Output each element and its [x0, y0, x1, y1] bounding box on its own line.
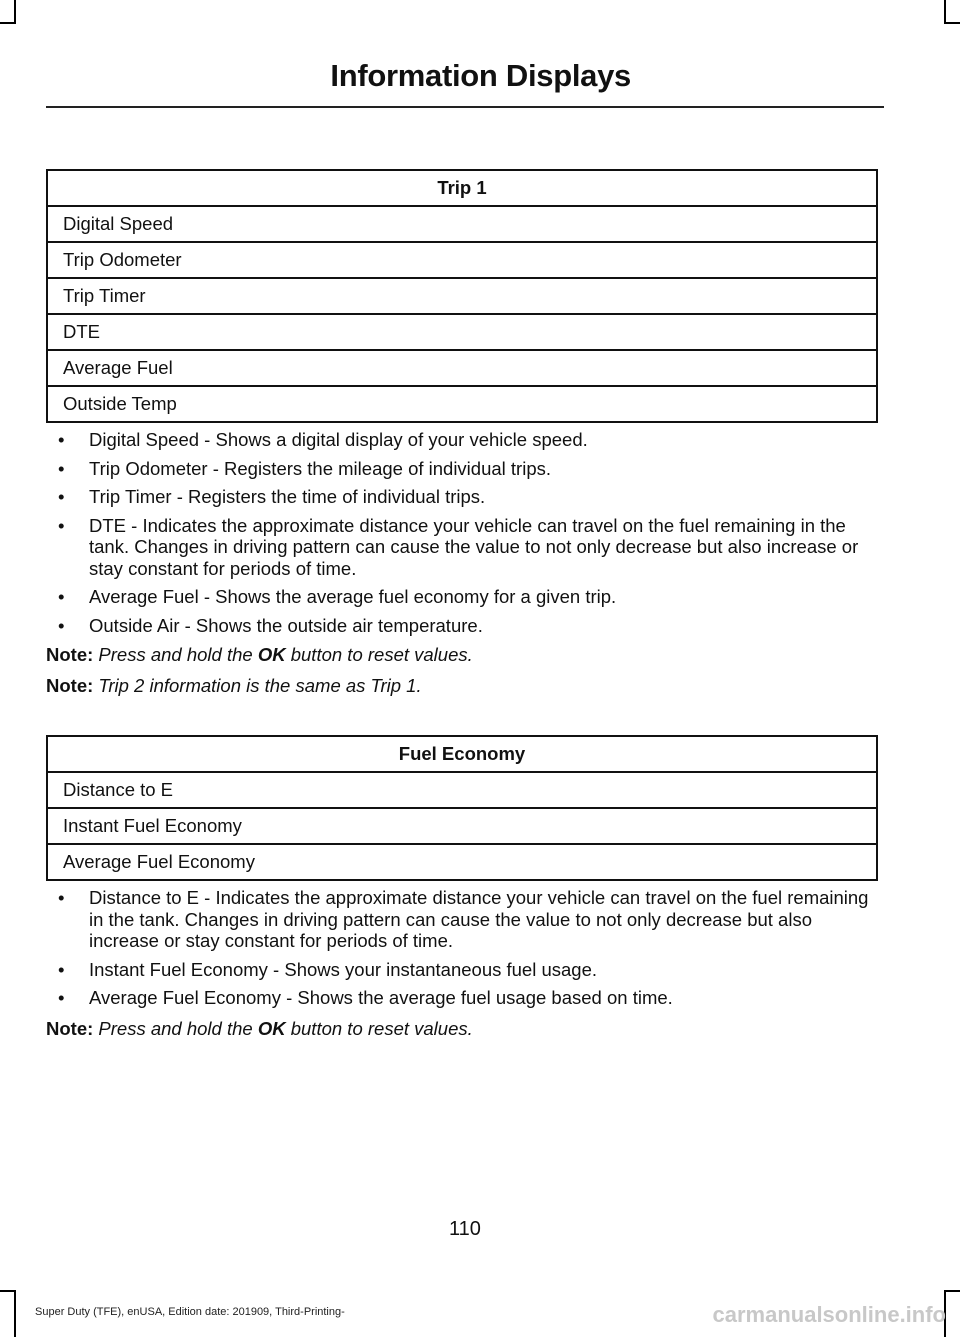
note-text	[98, 644, 472, 665]
fuel-table-row: Instant Fuel Economy	[47, 808, 877, 844]
note-reset	[46, 1018, 473, 1040]
fuel-economy-table	[46, 735, 878, 881]
bullet-text: Instant Fuel Economy - Shows your instantaneous fuel usage.	[89, 958, 598, 980]
bullet-text: Trip Timer - Registers the time of individual trips.	[89, 486, 486, 507]
bullet-icon: •	[58, 987, 65, 1008]
note-text-part: Press and hold the	[98, 644, 258, 665]
bullet-text: Average Fuel - Shows the average fuel economy for a given trip.	[89, 586, 617, 607]
bullet-icon: •	[58, 586, 65, 607]
list-item	[46, 515, 886, 580]
note-text-part: Press and hold the	[98, 1018, 258, 1039]
fuel-table-row: Average Fuel Economy	[47, 844, 877, 880]
watermark: carmanualsonline.info	[712, 1302, 946, 1327]
edition-footer: Super Duty (TFE), enUSA, Edition date: 201909, Third-Printing-	[35, 1306, 345, 1318]
bullet-icon: •	[58, 486, 65, 507]
bullet-text: Average Fuel Economy - Shows the average fuel usage based on time.	[89, 987, 673, 1008]
note-text: Trip 2 information is the same as Trip 1.	[98, 675, 422, 696]
note-label: Note:	[46, 644, 94, 665]
ok-button-label: OK	[257, 644, 286, 665]
bullet-icon: •	[58, 614, 65, 636]
trip-1-table	[46, 169, 878, 423]
note-text	[98, 1018, 472, 1039]
list-item	[46, 586, 886, 608]
note-trip2	[46, 675, 422, 697]
bullet-icon: •	[58, 457, 65, 479]
trip-table-heading: Trip 1	[47, 170, 877, 206]
bullet-icon: •	[58, 514, 65, 536]
note-label: Note:	[46, 675, 94, 696]
header-rule	[46, 106, 884, 108]
list-item	[46, 486, 886, 508]
crop-mark	[14, 1290, 16, 1337]
note-text-part: button to reset values.	[285, 644, 473, 665]
bullet-text: Trip Odometer - Registers the mileage of individual trips.	[89, 457, 552, 479]
fuel-table-row: Distance to E	[47, 772, 877, 808]
trip-table-row: Trip Timer	[47, 278, 877, 314]
fuel-table-heading: Fuel Economy	[47, 736, 877, 772]
bullet-text: Outside Air - Shows the outside air temperature.	[89, 614, 483, 636]
crop-mark	[944, 1290, 960, 1292]
list-item	[46, 429, 886, 451]
page-title	[0, 58, 934, 94]
list-item	[46, 987, 886, 1009]
trip-table-row: Outside Temp	[47, 386, 877, 422]
bullet-icon: •	[58, 429, 65, 450]
bullet-icon: •	[58, 958, 65, 980]
bullet-text: DTE - Indicates the approximate distance your vehicle can travel on the fuel remaining in the tank. Changes in driving pattern can cause the value to not only decrease but also increase or stay constant for periods of time.	[89, 514, 859, 579]
trip-table-row: Digital Speed	[47, 206, 877, 242]
page-number: 110	[449, 1218, 481, 1240]
crop-mark	[944, 0, 946, 24]
ok-button-label: OK	[257, 1018, 286, 1039]
bullet-text: Distance to E - Indicates the approximate distance your vehicle can travel on the fuel remaining in the tank. Changes in driving pattern can cause the value to not only decrease but also increase or stay constant for periods of time.	[89, 887, 869, 951]
crop-mark	[0, 1290, 16, 1292]
page-title-text: Information Displays	[330, 58, 631, 93]
list-item	[46, 887, 886, 952]
bullet-icon: •	[58, 887, 65, 908]
fuel-bullet-list	[46, 887, 886, 1016]
bullet-text: Digital Speed - Shows a digital display of your vehicle speed.	[89, 429, 588, 450]
crop-mark	[944, 22, 960, 24]
list-item	[46, 458, 886, 480]
trip-table-row: Trip Odometer	[47, 242, 877, 278]
trip-table-row: Average Fuel	[47, 350, 877, 386]
crop-mark	[0, 22, 16, 24]
list-item	[46, 615, 886, 637]
trip-table-row: DTE	[47, 314, 877, 350]
crop-mark	[14, 0, 16, 24]
trip-bullet-list	[46, 429, 886, 643]
list-item	[46, 959, 886, 981]
note-label: Note:	[46, 1018, 94, 1039]
note-text-part: button to reset values.	[285, 1018, 473, 1039]
note-reset	[46, 644, 473, 666]
